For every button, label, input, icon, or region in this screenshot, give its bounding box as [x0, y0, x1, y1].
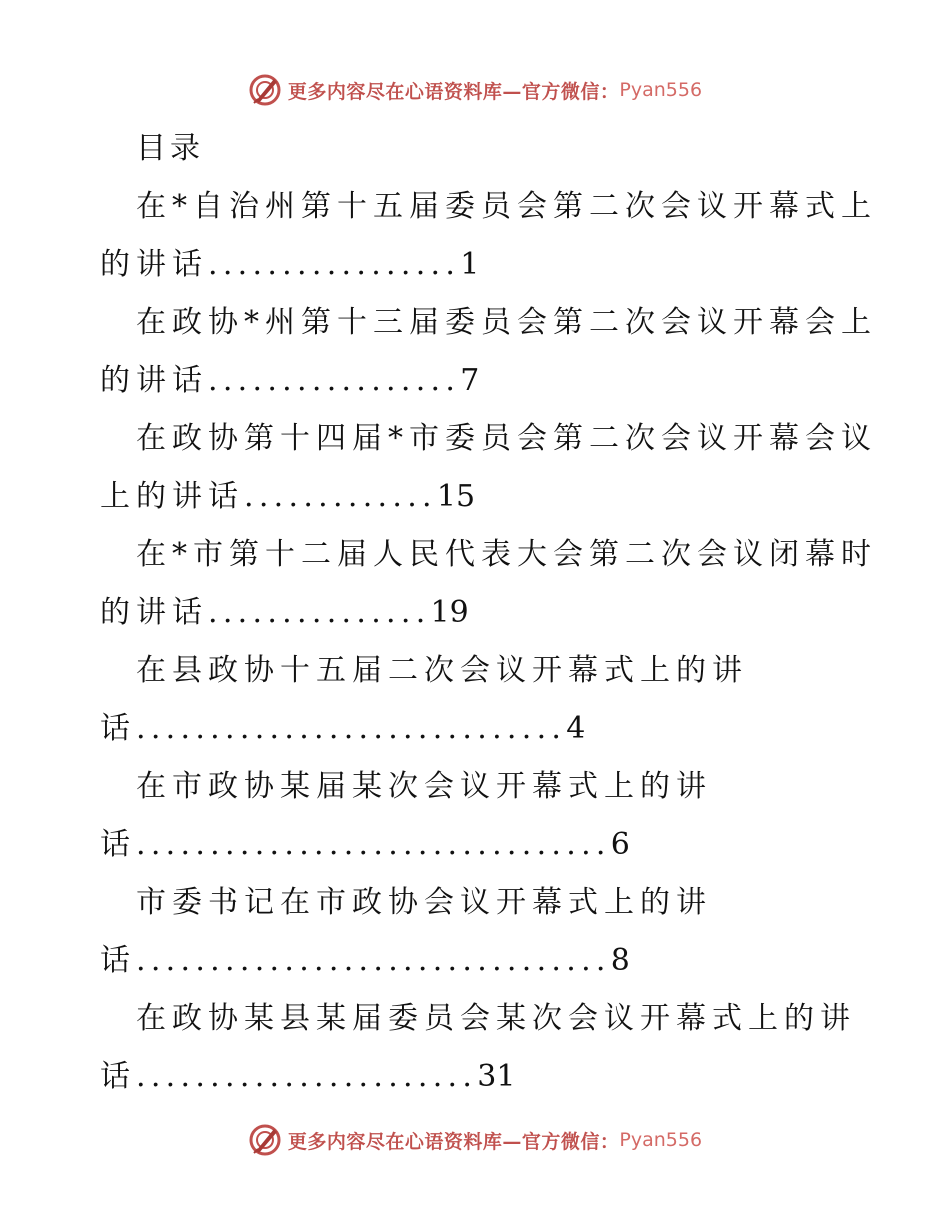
toc-entry-title-cont: 的讲话 — [100, 363, 208, 398]
toc-entry-title: 在*自治州第十五届委员会第二次会议开幕式上 — [136, 189, 877, 224]
toc-page-number: 31 — [477, 1059, 516, 1094]
toc-entry[interactable] — [100, 410, 877, 526]
banner-text: 更多内容尽在心语资料库—官方微信： — [287, 1130, 620, 1153]
toc-entry-title-cont: 的讲话 — [100, 595, 208, 630]
header-watermark-banner — [0, 70, 950, 110]
toc-entry-title: 在市政协某届某次会议开幕式上的讲 — [136, 769, 712, 804]
toc-entry-tail — [100, 584, 840, 642]
toc-page-number: 8 — [610, 943, 630, 978]
toc-entry-title-cont: 话 — [100, 827, 136, 862]
quill-logo-icon — [248, 1123, 282, 1157]
toc-entry-title: 市委书记在市政协会议开幕式上的讲 — [136, 885, 712, 920]
toc-entry[interactable] — [100, 526, 877, 642]
toc-entry-title-cont: 话 — [100, 943, 136, 978]
toc-leader-dots: ............... — [208, 595, 431, 630]
toc-entry-tail — [100, 1048, 840, 1106]
toc-leader-dots: ............. — [244, 479, 437, 514]
toc-entry-title-cont: 话 — [100, 1059, 136, 1094]
toc-page-number: 19 — [430, 595, 469, 630]
toc-entry[interactable] — [100, 642, 840, 758]
toc-leader-dots: ....................... — [136, 1059, 478, 1094]
toc-entry-title-cont: 的讲话 — [100, 247, 208, 282]
toc-entry-title: 在政协某县某届委员会某次会议开幕式上的讲 — [136, 1001, 856, 1036]
banner-wechat-id: Pyan556 — [619, 79, 703, 101]
toc-entry[interactable] — [100, 178, 877, 294]
banner-wechat-id: Pyan556 — [619, 1129, 703, 1151]
table-of-contents — [100, 120, 877, 1106]
toc-entry-tail — [100, 932, 840, 990]
quill-logo-icon — [248, 73, 282, 107]
toc-entry-tail — [100, 816, 840, 874]
toc-entry[interactable] — [100, 874, 840, 990]
toc-entry-title: 在政协第十四届*市委员会第二次会议开幕会议 — [136, 421, 877, 456]
banner-text: 更多内容尽在心语资料库—官方微信： — [287, 80, 620, 103]
toc-entry[interactable] — [100, 990, 856, 1106]
toc-page-number: 15 — [436, 479, 476, 514]
toc-entry-title-cont: 话 — [100, 711, 136, 746]
toc-entry-title: 在县政协十五届二次会议开幕式上的讲 — [136, 653, 748, 688]
toc-entry-tail — [100, 468, 840, 526]
toc-page-number: 6 — [610, 827, 630, 862]
toc-entry-title-cont: 上的讲话 — [100, 479, 244, 514]
toc-entry-title: 在政协*州第十三届委员会第二次会议开幕会上 — [136, 305, 877, 340]
toc-leader-dots: ................. — [208, 363, 461, 398]
footer-watermark-banner — [0, 1120, 950, 1160]
toc-page-number: 7 — [460, 363, 480, 398]
toc-page-number: 1 — [460, 247, 480, 282]
toc-page-number: 4 — [566, 711, 586, 746]
toc-entry-tail — [100, 236, 840, 294]
toc-entry-title: 在*市第十二届人民代表大会第二次会议闭幕时 — [136, 537, 877, 572]
toc-entry-tail — [100, 700, 840, 758]
toc-title: 目录 — [136, 131, 204, 166]
toc-entry[interactable] — [100, 758, 840, 874]
toc-entry[interactable] — [100, 294, 877, 410]
toc-entry-tail — [100, 352, 840, 410]
toc-leader-dots: ................. — [208, 247, 461, 282]
toc-leader-dots: ................................ — [136, 943, 611, 978]
toc-leader-dots: ................................ — [136, 827, 611, 862]
toc-leader-dots: ............................. — [136, 711, 567, 746]
